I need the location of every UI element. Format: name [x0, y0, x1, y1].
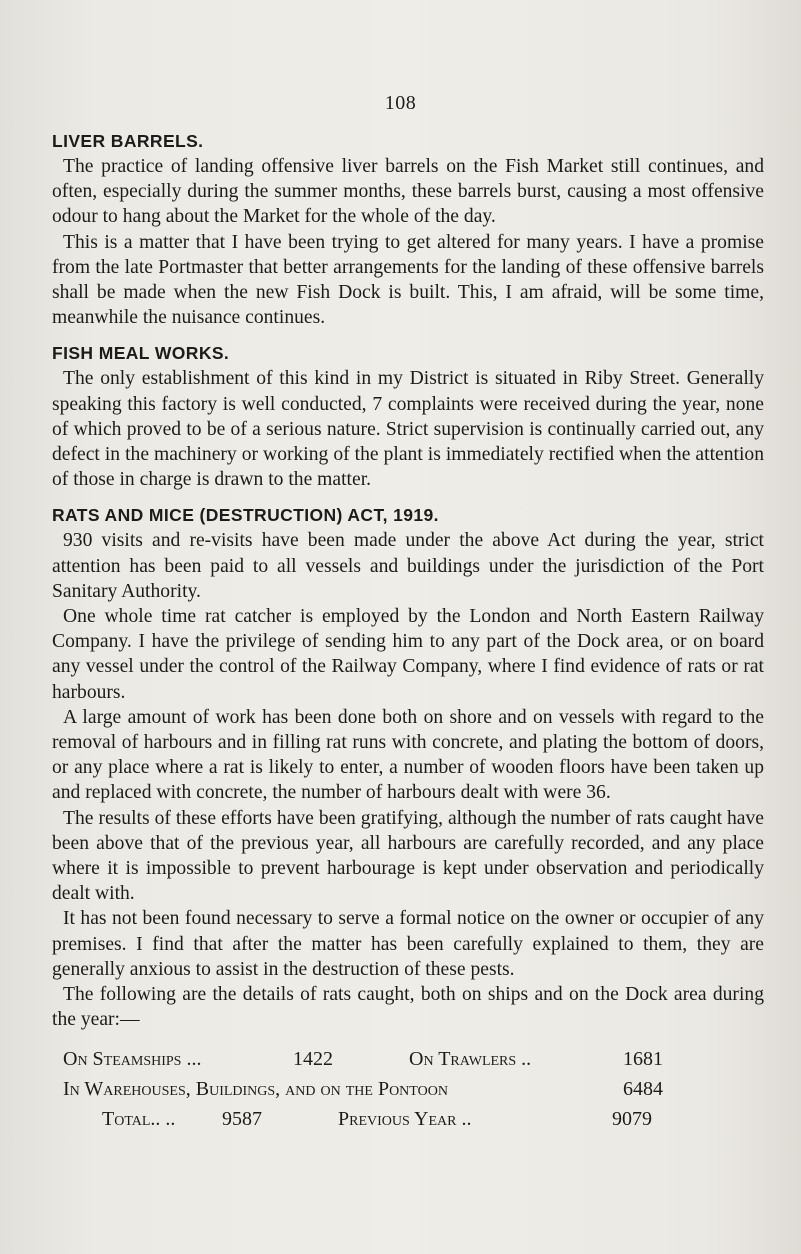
paragraph: The only establishment of this kind in my District is situated in Riby Street. Generally speaking this factory is well conducted, 7 complaints were received during the year, none of which proved to be of a serious nature. Strict supervision is continually carried out, any defect in the machinery or working of the plant is immediately rectified when the attention of those in charge is drawn to the matter.: [52, 368, 764, 491]
page-content: [52, 128, 764, 1145]
trawlers-value: 1681: [623, 1047, 663, 1070]
total-label: Total.. ..: [102, 1107, 176, 1130]
paragraph: It has not been found necessary to serve a formal notice on the owner or occupier of any premises. I find that after the matter has been carefully explained to them, they are generally anxious to assist in the destruction of these pests.: [52, 908, 764, 980]
table-row: [52, 1045, 764, 1075]
previous-year-value: 9079: [612, 1107, 652, 1130]
section-heading: LIVER BARRELS.: [52, 131, 204, 151]
rats-caught-table: [52, 1045, 764, 1135]
paragraph: The results of these efforts have been gratifying, although the number of rats caught have been above that of the previous year, all harbours are carefully recorded, and any place where it is impossible to prevent harbourage is kept under observation and periodically dealt with.: [52, 807, 764, 905]
paragraph: The following are the details of rats caught, both on ships and on the Dock area during the year:—: [52, 984, 764, 1031]
section-rats-and-mice: [52, 502, 764, 1134]
table-row: [52, 1075, 764, 1105]
steamships-value: 1422: [293, 1047, 333, 1070]
paragraph: This is a matter that I have been trying to get altered for many years. I have a promise from the late Portmaster that better arrangements for the landing of these offensive barrels shall be made when the new Fish Dock is built. This, I am afraid, will be some time, meanwhile the nuisance continues.: [52, 231, 764, 329]
section-heading: RATS AND MICE (DESTRUCTION) ACT, 1919.: [52, 505, 439, 526]
section-liver-barrels: [52, 128, 764, 330]
page-number: 108: [384, 92, 417, 114]
paragraph: One whole time rat catcher is employed by the London and North Eastern Railway Company. I have the privilege of sending him to any part of the Dock area, or on board any vessel under the control of the Railway Company, where I find evidence of rats or rat harbours.: [52, 606, 764, 703]
warehouses-label: In Warehouses, Buildings, and on the Pontoon: [63, 1077, 448, 1100]
paragraph: 930 visits and re-visits have been made under the above Act during the year, strict attention has been paid to all vessels and buildings under the jurisdiction of the Port Sanitary Authority.: [52, 530, 764, 602]
total-value: 9587: [222, 1107, 262, 1130]
table-row: [52, 1105, 764, 1135]
previous-year-label: Previous Year ..: [338, 1107, 472, 1130]
paragraph: A large amount of work has been done both on shore and on vessels with regard to the removal of harbours and in filling rat runs with concrete, and plating the bottom of doors, or any place where a rat is likely to enter, a number of wooden floors have been taken up and replaced with concrete, the number of harbours dealt with were 36.: [52, 706, 764, 804]
section-fish-meal-works: [52, 340, 764, 492]
steamships-label: On Steamships ...: [63, 1047, 202, 1070]
warehouses-value: 6484: [623, 1077, 663, 1100]
trawlers-label: On Trawlers ..: [409, 1047, 532, 1070]
section-heading: FISH MEAL WORKS.: [52, 343, 230, 364]
paragraph: The practice of landing offensive liver barrels on the Fish Market still continues, and often, especially during the summer months, these barrels burst, causing a most offensive odour to hang about the Market for the whole of the day.: [52, 156, 764, 228]
